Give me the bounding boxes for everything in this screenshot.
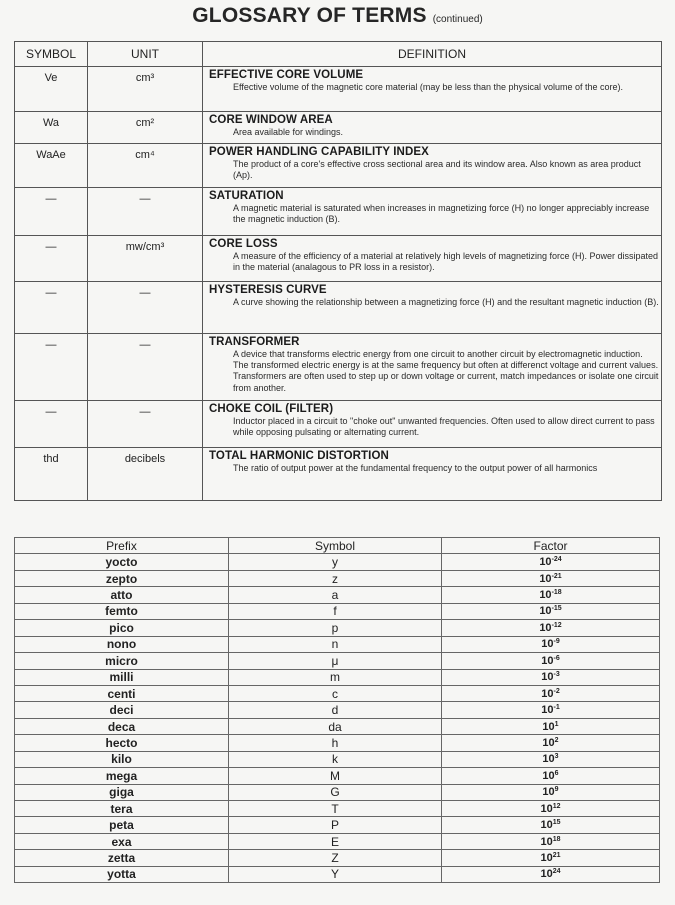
factor-exponent: 12 [552,802,561,810]
title-subtitle: (continued) [432,14,483,25]
prefix-factor [442,570,660,586]
prefix-factor [442,587,660,603]
prefix-header-row [15,538,660,554]
factor-exponent: 2 [554,736,559,744]
prefix-column-header: Prefix [15,538,229,554]
prefix-name: zepto [15,570,229,586]
prefix-row [15,768,660,784]
prefix-row [15,801,660,817]
factor-base: 10 [541,704,554,717]
glossary-definition [203,282,662,334]
prefix-symbol: f [229,603,442,619]
glossary-unit: decibels [88,448,203,501]
prefix-row [15,636,660,652]
page-title [0,4,675,28]
prefix-symbol: m [229,669,442,685]
prefix-name: yotta [15,866,229,882]
prefix-factor [442,685,660,701]
prefix-row [15,784,660,800]
factor-base: 10 [541,654,554,667]
prefix-factor [442,653,660,669]
glossary-description: A curve showing the relationship between a magnetizing force (H) and the resultant magnetic induction (B). [233,297,659,307]
glossary-definition [203,448,662,501]
prefix-row [15,653,660,669]
factor-exponent: -9 [553,638,560,646]
prefix-row [15,850,660,866]
prefix-symbol: E [229,833,442,849]
glossary-unit: — [88,401,203,448]
prefix-name: mega [15,768,229,784]
factor-exponent: 15 [552,819,561,827]
unit-column-header: UNIT [88,42,203,67]
prefix-row [15,587,660,603]
prefix-symbol: da [229,718,442,734]
glossary-term: TRANSFORMER [209,336,300,348]
prefix-row [15,570,660,586]
factor-base: 10 [542,769,555,782]
prefix-factor [442,620,660,636]
prefix-symbol: y [229,554,442,570]
glossary-row [15,67,662,112]
factor-exponent: -2 [553,687,560,695]
glossary-definition [203,236,662,282]
prefix-row [15,669,660,685]
factor-base: 10 [541,671,554,684]
factor-exponent: -21 [551,572,562,580]
factor-exponent: -15 [551,605,562,613]
factor-base: 10 [540,852,553,865]
prefix-row [15,702,660,718]
glossary-definition [203,334,662,401]
prefix-symbol: n [229,636,442,652]
prefix-row [15,866,660,882]
glossary-description: The ratio of output power at the fundamental frequency to the output power of all harmonics [233,463,598,473]
prefix-table [14,537,660,883]
prefix-row [15,735,660,751]
glossary-symbol: — [15,334,88,401]
glossary-term: SATURATION [209,190,284,202]
glossary-symbol: Ve [15,67,88,112]
prefix-symbol: h [229,735,442,751]
symbol-column-header: SYMBOL [15,42,88,67]
glossary-definition [203,188,662,236]
glossary-term: HYSTERESIS CURVE [209,284,327,296]
factor-exponent: 6 [554,769,559,777]
prefix-factor [442,669,660,685]
prefix-symbol: a [229,587,442,603]
glossary-symbol: Wa [15,112,88,144]
prefix-name: hecto [15,735,229,751]
glossary-symbol: — [15,188,88,236]
factor-base: 10 [540,835,553,848]
glossary-unit: — [88,282,203,334]
prefix-name: nono [15,636,229,652]
glossary-row [15,334,662,401]
factor-exponent: 18 [552,835,561,843]
factor-base: 10 [539,589,552,602]
glossary-unit: cm⁴ [88,144,203,188]
prefix-factor [442,833,660,849]
factor-exponent: 9 [554,786,559,794]
factor-exponent: 3 [554,753,559,761]
factor-base: 10 [542,736,555,749]
factor-exponent: -18 [551,589,562,597]
glossary-symbol: — [15,282,88,334]
prefix-factor [442,817,660,833]
factor-base: 10 [540,802,553,815]
glossary-row [15,282,662,334]
glossary-symbol: WaAe [15,144,88,188]
definition-column-header: DEFINITION [203,42,662,67]
factor-exponent: -3 [553,671,560,679]
prefix-name: atto [15,587,229,603]
glossary-term: CORE LOSS [209,238,278,250]
prefix-row [15,620,660,636]
prefix-name: giga [15,784,229,800]
prefix-name: femto [15,603,229,619]
glossary-description: Area available for windings. [233,127,344,137]
glossary-definition [203,401,662,448]
prefix-symbol: P [229,817,442,833]
factor-base: 10 [539,556,552,569]
prefix-name: zetta [15,850,229,866]
prefix-row [15,718,660,734]
prefix-factor [442,784,660,800]
glossary-unit: cm³ [88,67,203,112]
prefix-symbol: G [229,784,442,800]
glossary-description: A measure of the efficiency of a material at relatively high levels of magnetizing force (H). Power dissipated in the material (analagous to PR loss in a resistor). [233,251,659,273]
prefix-factor [442,801,660,817]
prefix-name: kilo [15,751,229,767]
prefix-name: peta [15,817,229,833]
glossary-unit: — [88,188,203,236]
glossary-description: Effective volume of the magnetic core material (may be less than the physical volume of the core). [233,82,624,92]
prefix-body [15,554,660,883]
prefix-factor [442,768,660,784]
prefix-row [15,817,660,833]
prefix-row [15,603,660,619]
factor-exponent: 21 [552,852,561,860]
glossary-symbol: — [15,236,88,282]
glossary-term: EFFECTIVE CORE VOLUME [209,69,364,81]
factor-base: 10 [542,720,555,733]
prefix-factor [442,735,660,751]
glossary-term: TOTAL HARMONIC DISTORTION [209,450,389,462]
prefix-symbol: M [229,768,442,784]
prefix-symbol: μ [229,653,442,669]
factor-base: 10 [542,753,555,766]
prefix-symbol-column-header: Symbol [229,538,442,554]
prefix-name: pico [15,620,229,636]
glossary-symbol: — [15,401,88,448]
prefix-factor [442,718,660,734]
prefix-name: centi [15,685,229,701]
prefix-symbol: T [229,801,442,817]
factor-exponent: -1 [553,704,560,712]
glossary-description: A device that transforms electric energy from one circuit to another circuit by electromagnetic induction. The transformed electric energy is at the same frequency but often at differenct voltage and current values. Transformers are often used to step up or down voltage or current, match impedances or isolate one circuit from another. [233,349,659,393]
prefix-row [15,833,660,849]
prefix-factor [442,603,660,619]
factor-base: 10 [539,621,552,634]
prefix-name: milli [15,669,229,685]
prefix-row [15,751,660,767]
factor-base: 10 [541,638,554,651]
glossary-description: A magnetic material is saturated when increases in magnetizing force (H) no longer appreciably increase the magnetic induction (B). [233,203,650,225]
factor-exponent: 24 [552,868,561,876]
prefix-factor [442,554,660,570]
glossary-row [15,448,662,501]
glossary-unit: mw/cm³ [88,236,203,282]
glossary-row [15,112,662,144]
glossary-body [15,67,662,501]
factor-column-header: Factor [442,538,660,554]
factor-exponent: 1 [554,720,559,728]
factor-base: 10 [542,786,555,799]
glossary-row [15,401,662,448]
prefix-factor [442,751,660,767]
factor-base: 10 [539,572,552,585]
prefix-name: tera [15,801,229,817]
glossary-term: POWER HANDLING CAPABILITY INDEX [209,146,429,158]
factor-exponent: -6 [553,654,560,662]
prefix-symbol: k [229,751,442,767]
glossary-row [15,144,662,188]
prefix-name: micro [15,653,229,669]
prefix-row [15,554,660,570]
glossary-term: CORE WINDOW AREA [209,114,333,126]
prefix-factor [442,636,660,652]
glossary-definition [203,112,662,144]
glossary-definition [203,144,662,188]
glossary-unit: cm² [88,112,203,144]
factor-base: 10 [540,868,553,881]
prefix-symbol: c [229,685,442,701]
prefix-name: yocto [15,554,229,570]
factor-exponent: -12 [551,621,562,629]
glossary-description: Inductor placed in a circuit to "choke out" unwanted frequencies. Often used to allow direct current to pass while opposing pulsating or alternating current. [233,416,655,438]
prefix-symbol: p [229,620,442,636]
prefix-symbol: Y [229,866,442,882]
prefix-name: deci [15,702,229,718]
factor-base: 10 [541,687,554,700]
glossary-table [14,41,662,501]
prefix-symbol: z [229,570,442,586]
prefix-symbol: d [229,702,442,718]
prefix-row [15,685,660,701]
prefix-factor [442,866,660,882]
glossary-row [15,236,662,282]
glossary-symbol: thd [15,448,88,501]
prefix-name: exa [15,833,229,849]
factor-exponent: -24 [551,556,562,564]
glossary-unit: — [88,334,203,401]
glossary-term: CHOKE COIL (FILTER) [209,403,334,415]
factor-base: 10 [540,819,553,832]
glossary-header-row [15,42,662,67]
prefix-factor [442,850,660,866]
glossary-row [15,188,662,236]
title-text: GLOSSARY OF TERMS [192,4,427,27]
factor-base: 10 [539,605,552,618]
prefix-factor [442,702,660,718]
prefix-name: deca [15,718,229,734]
glossary-description: The product of a core's effective cross sectional area and its window area. Also known as area product (Ap). [233,159,641,181]
prefix-symbol: Z [229,850,442,866]
glossary-definition [203,67,662,112]
